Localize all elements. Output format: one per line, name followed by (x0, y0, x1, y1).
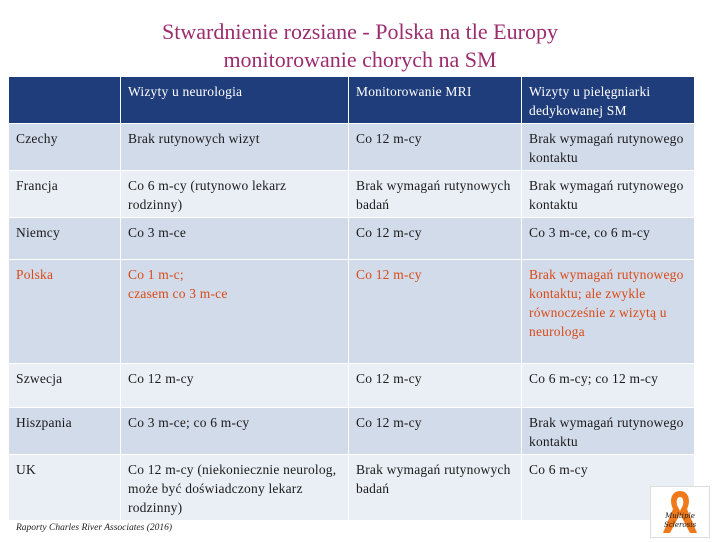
country-cell: Francja (9, 171, 121, 218)
neuro-cell: Co 12 m-cy (niekoniecznie neurolog, może być doświadczony lekarz rodzinny) (121, 455, 349, 521)
country-cell: UK (9, 455, 121, 521)
neuro-cell: Co 1 m-c; czasem co 3 m-ce (121, 260, 349, 364)
source-footnote: Raporty Charles River Associates (2016) (16, 523, 176, 533)
ms-monitoring-table (8, 76, 695, 521)
mri-cell: Co 12 m-cy (349, 124, 522, 171)
nurse-cell: Co 6 m-cy (522, 455, 695, 521)
neuro-cell: Brak rutynowych wizyt (121, 124, 349, 171)
logo-text-line-1: Multiple (665, 512, 695, 520)
nurse-cell: Brak wymagań rutynowego kontaktu (522, 408, 695, 455)
mri-cell: Brak wymagań rutynowych badań (349, 455, 522, 521)
title-line-2: monitorowanie chorych na SM (223, 47, 497, 72)
page-title (0, 18, 720, 74)
country-cell: Polska (9, 260, 121, 364)
country-cell: Hiszpania (9, 408, 121, 455)
table-row (9, 364, 695, 408)
neuro-cell: Co 3 m-ce; co 6 m-cy (121, 408, 349, 455)
neuro-cell: Co 12 m-cy (121, 364, 349, 408)
mri-cell: Co 12 m-cy (349, 364, 522, 408)
table-row (9, 171, 695, 218)
table-row (9, 218, 695, 260)
orange-awareness-ribbon-icon (651, 487, 709, 537)
nurse-cell: Brak wymagań rutynowego kontaktu; ale zwykle równocześnie z wizytą u neurologa (522, 260, 695, 364)
title-line-1: Stwardnienie rozsiane - Polska na tle Europy (162, 19, 558, 44)
header-country (9, 77, 121, 124)
logo-text-line-2: Sclerosis (663, 521, 697, 529)
table-row-highlighted (9, 260, 695, 364)
table-row (9, 124, 695, 171)
country-cell: Niemcy (9, 218, 121, 260)
mri-cell: Co 12 m-cy (349, 408, 522, 455)
header-nurse: Wizyty u pielęgniarki dedykowanej SM (522, 77, 695, 124)
mri-cell: Co 12 m-cy (349, 260, 522, 364)
header-mri: Monitorowanie MRI (349, 77, 522, 124)
header-neurology: Wizyty u neurologia (121, 77, 349, 124)
country-cell: Czechy (9, 124, 121, 171)
nurse-cell: Co 3 m-ce, co 6 m-cy (522, 218, 695, 260)
nurse-cell: Brak wymagań rutynowego kontaktu (522, 171, 695, 218)
table-row (9, 408, 695, 455)
neuro-cell: Co 3 m-ce (121, 218, 349, 260)
mri-cell: Brak wymagań rutynowych badań (349, 171, 522, 218)
table-row (9, 455, 695, 521)
ms-logo (650, 486, 710, 538)
neuro-cell: Co 6 m-cy (rutynowo lekarz rodzinny) (121, 171, 349, 218)
table-header-row (9, 77, 695, 124)
country-cell: Szwecja (9, 364, 121, 408)
nurse-cell: Brak wymagań rutynowego kontaktu (522, 124, 695, 171)
mri-cell: Co 12 m-cy (349, 218, 522, 260)
nurse-cell: Co 6 m-cy; co 12 m-cy (522, 364, 695, 408)
